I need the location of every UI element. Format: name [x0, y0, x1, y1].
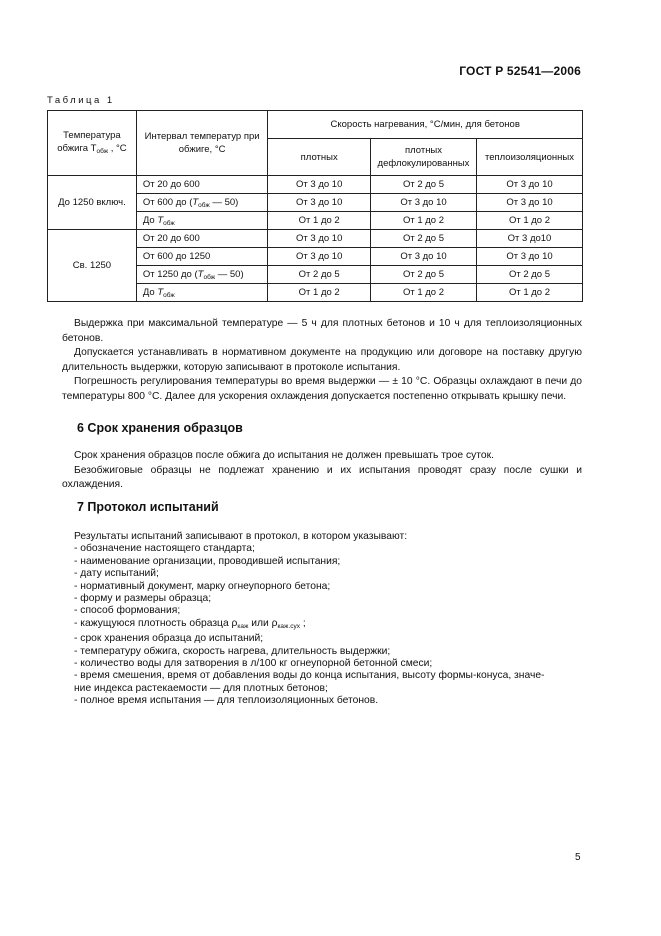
section-6-heading: 6 Срок хранения образцов [77, 421, 243, 435]
dense-cell: От 3 до 10 [268, 230, 371, 248]
paragraph: Допускается устанавливать в нормативном документе на продукцию или договоре на поставку другую длительность выдержки, которую записывают в протоколе испытания. [62, 347, 582, 373]
interval-cell: От 20 до 600 [136, 230, 268, 248]
section-6-body [62, 449, 582, 493]
header-firing-temp [48, 111, 137, 176]
list-item: - кажущуюся плотность образца $\rho_{каж}$ или $\rho_{каж.сух}$ ; [74, 617, 306, 630]
header-text: обжига T [57, 142, 97, 154]
header-heating-rate: Скорость нагревания, °С/мин, для бетонов [268, 111, 583, 139]
interval-cell: От 600 до ($T_{обж}$ — 50) [136, 194, 268, 212]
list-item: - количество воды для затворения в л/100 кг огнеупорной бетонной смеси; [74, 658, 433, 670]
header-text: Интервал температур при [144, 131, 260, 142]
defloc-cell: От 3 до 10 [371, 194, 477, 212]
protocol-list [74, 531, 582, 708]
defloc-cell: От 3 до 10 [371, 248, 477, 266]
list-item-continuation: ние индекса растекаемости — для плотных бетонов; [74, 682, 328, 694]
header-dense: плотных [268, 139, 371, 176]
header-temp-interval [136, 111, 268, 176]
exposure-paragraphs [62, 317, 582, 404]
interval-cell: От 20 до 600 [136, 176, 268, 194]
header-text: , °С [108, 142, 127, 154]
defloc-cell: От 1 до 2 [371, 284, 477, 302]
interval-cell: До $T_{обж}$ [136, 284, 268, 302]
header-subscript: обж [96, 147, 109, 155]
document-code: ГОСТ Р 52541—2006 [459, 64, 581, 78]
insul-cell: От 3 до10 [476, 230, 582, 248]
heating-rate-table [47, 110, 583, 302]
list-item: - дату испытаний; [74, 568, 159, 580]
page-number: 5 [575, 852, 581, 863]
dense-cell: От 2 до 5 [268, 266, 371, 284]
insul-cell: От 2 до 5 [476, 266, 582, 284]
dense-cell: От 3 до 10 [268, 194, 371, 212]
list-item: - время смешения, время от добавления воды до конца испытания, высоту формы-конуса, значе- [74, 670, 545, 682]
list-item: - обозначение настоящего стандарта; [74, 543, 255, 555]
insul-cell: От 3 до 10 [476, 248, 582, 266]
dense-cell: От 1 до 2 [268, 212, 371, 230]
interval-cell: От 600 до 1250 [136, 248, 268, 266]
header-text: дефлокулированных [377, 158, 470, 169]
paragraph: Срок хранения образцов после обжига до испытания не должен превышать трое суток. [74, 450, 494, 461]
dense-cell: От 3 до 10 [268, 248, 371, 266]
header-text: плотных [404, 145, 443, 156]
group-label: Св. 1250 [48, 230, 137, 302]
section-7-heading: 7 Протокол испытаний [77, 500, 219, 514]
list-item: - форму и размеры образца; [74, 593, 212, 605]
list-item: - наименование организации, проводившей испытания; [74, 555, 341, 567]
defloc-cell: От 1 до 2 [371, 212, 477, 230]
interval-cell: До $T_{обж}$ [136, 212, 268, 230]
defloc-cell: От 2 до 5 [371, 230, 477, 248]
table-row [48, 230, 583, 248]
list-item: - полное время испытания — для теплоизоляционных бетонов. [74, 695, 379, 707]
interval-cell: От 1250 до ($T_{обж}$ — 50) [136, 266, 268, 284]
table-caption: Таблица 1 [47, 95, 115, 106]
insul-cell: От 1 до 2 [476, 212, 582, 230]
header-insulating: теплоизоляционных [476, 139, 582, 176]
group-label: До 1250 включ. [48, 176, 137, 230]
dense-cell: От 3 до 10 [268, 176, 371, 194]
list-item: - способ формования; [74, 605, 181, 617]
defloc-cell: От 2 до 5 [371, 266, 477, 284]
defloc-cell: От 2 до 5 [371, 176, 477, 194]
paragraph: Безобжиговые образцы не подлежат хранению и их испытания проводят сразу после сушки и охлаждения. [62, 464, 582, 490]
dense-cell: От 1 до 2 [268, 284, 371, 302]
paragraph: Выдержка при максимальной температуре — 5 ч для плотных бетонов и 10 ч для теплоизоляционных бетонов. [62, 318, 582, 344]
insul-cell: От 1 до 2 [476, 284, 582, 302]
paragraph: Погрешность регулирования температуры во время выдержки — ± 10 °С. Образцы охлаждают в печи до температуры 800 °С. Далее для ускорения охлаждения допускается постепенно открывать крышку печи. [62, 376, 582, 402]
header-text: обжиге, °С [178, 144, 226, 155]
list-item: - срок хранения образца до испытаний; [74, 633, 264, 645]
insul-cell: От 3 до 10 [476, 194, 582, 212]
table-header-row [48, 111, 583, 139]
list-intro: Результаты испытаний записывают в протокол, в котором указывают: [74, 531, 408, 542]
insul-cell: От 3 до 10 [476, 176, 582, 194]
list-item: - нормативный документ, марку огнеупорного бетона; [74, 580, 331, 592]
list-item: - температуру обжига, скорость нагрева, длительность выдержки; [74, 645, 391, 657]
header-deflocculated [371, 139, 477, 176]
table-row [48, 176, 583, 194]
header-text: Температура [63, 129, 121, 141]
